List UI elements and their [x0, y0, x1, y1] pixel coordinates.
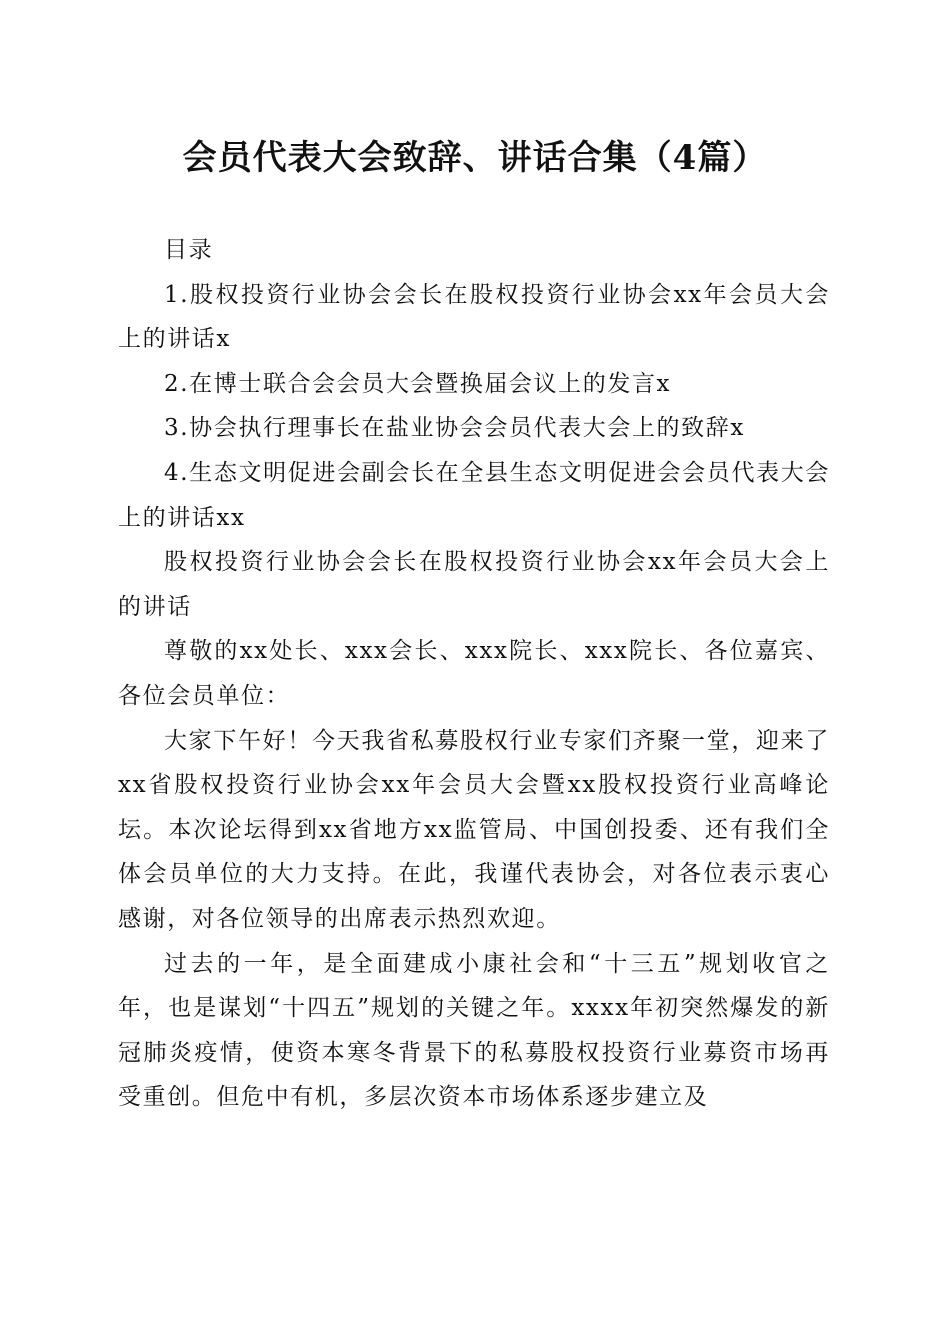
body-paragraph: 过去的一年，是全面建成小康社会和“十三五”规划收官之年，也是谋划“十四五”规划的关键之年。xxxx年初突然爆发的新冠肺炎疫情，使资本寒冬背景下的私募股权投资行业募资市场再受重创。但危中有机，多层次资本市场体系逐步建立及 — [118, 950, 830, 1111]
toc-item-4: 4.生态文明促进会副会长在全县生态文明促进会会员代表大会上的讲话xx — [118, 459, 830, 531]
speech-title: 股权投资行业协会会长在股权投资行业协会xx年会员大会上的讲话 — [118, 549, 830, 620]
toc-item-1: 1.股权投资行业协会会长在股权投资行业协会xx年会员大会上的讲话x — [118, 281, 830, 353]
document-title: 会员代表大会致辞、讲话合集（4篇） — [182, 138, 768, 178]
toc-heading: 目录 — [164, 237, 214, 263]
salutation: 尊敬的xx处长、xxx会长、xxx院长、xxx院长、各位嘉宾、各位会员单位： — [118, 638, 830, 709]
document-body — [118, 228, 830, 1120]
toc-item-2: 2.在博士联合会会员大会暨换届会议上的发言x — [164, 370, 672, 397]
body-paragraph: 大家下午好！今天我省私募股权行业专家们齐聚一堂，迎来了xx省股权投资行业协会xx年会员大会暨xx股权投资行业高峰论坛。本次论坛得到xx省地方xx监管局、中国创投委、还有我们全体会员单位的大力支持。在此，我谨代表协会，对各位表示衷心感谢，对各位领导的出席表示热烈欢迎。 — [118, 727, 830, 932]
toc-item-3: 3.协会执行理事长在盐业协会会员代表大会上的致辞x — [164, 415, 745, 442]
